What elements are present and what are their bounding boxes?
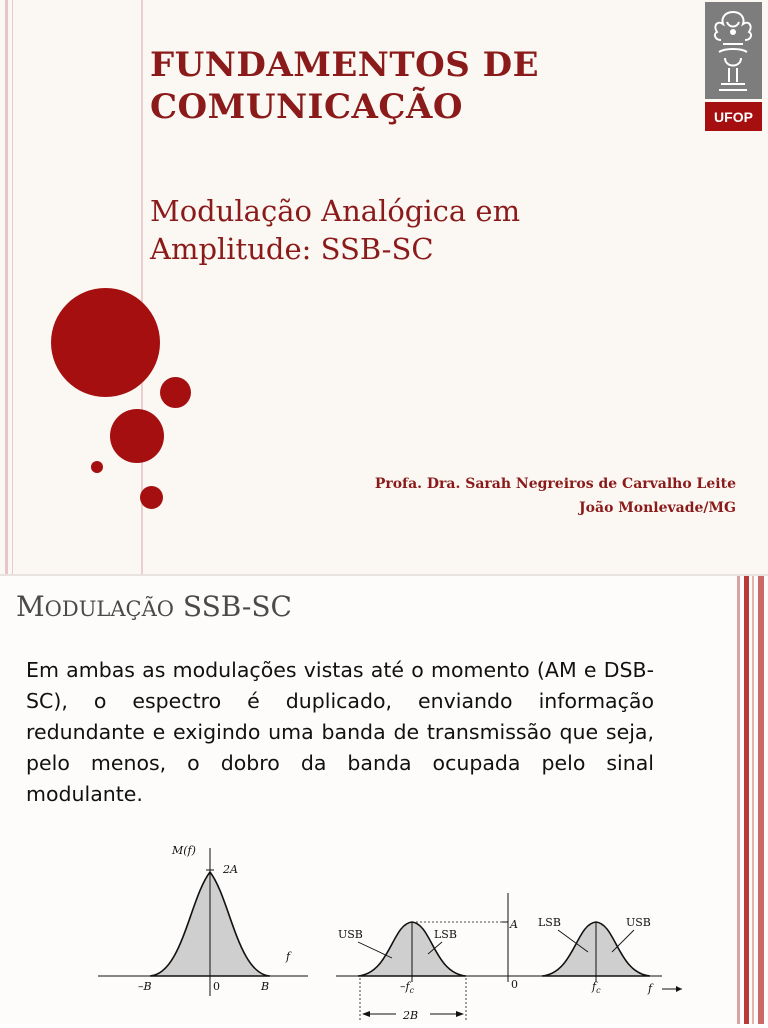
body-paragraph: Em ambas as modulações vistas até o momento (AM e DSB-SC), o espectro é duplicado, enviando informação redundante e exigindo uma banda de transmissão que seja, pelo menos, o dobro da banda ocupada pelo sinal modulante. [26,658,654,806]
decor-circle [110,409,164,463]
author-name: Profa. Dra. Sarah Negreiros de Carvalho Leite [374,476,736,492]
b-label: B [261,980,270,993]
neg-fc-text: –f [400,980,410,993]
lsb-right-label: LSB [538,916,561,929]
m-of-f-label: M(f) [172,844,196,857]
subtitle-line-1: Modulação Analógica em [150,194,521,228]
fc-text: f [592,980,597,993]
lsb-left-label: LSB [434,928,457,941]
neg-fc-label [400,980,415,995]
author-block [375,472,736,520]
decor-stripe [737,576,740,1024]
amplitude-a-label: A [510,918,518,931]
decor-line [12,0,13,574]
neg-fc-sub: c [409,986,415,995]
slide-subtitle [150,192,520,268]
title-tail: SSB-SC [173,590,292,623]
spectrum-diagram [90,838,690,1024]
title-smallcaps: ODULAÇÃO [44,597,174,621]
left-f-label: f [286,950,291,963]
author-location: João Monlevade/MG [579,500,736,516]
decor-stripe [752,576,754,1024]
decor-line [141,0,143,574]
subtitle-line-2: Amplitude: SSB-SC [150,232,434,266]
slide2-title [16,590,292,623]
zero-label: 0 [511,978,518,991]
neg-b-label: –B [138,980,152,993]
spectrum-figure [90,838,690,1024]
ufop-logo [705,2,762,131]
title-line-1: FUNDAMENTOS DE [150,45,540,85]
usb-left-label: USB [338,928,363,941]
usb-right-label: USB [626,916,651,929]
ufop-emblem-icon [705,2,762,131]
decor-circle [140,486,163,509]
f-axis-label: f [648,982,653,995]
title-initial: M [16,590,45,623]
decor-circle [160,377,191,408]
decor-line [5,0,8,574]
fc-label [591,980,601,995]
decor-circle [51,288,160,397]
left-zero-label: 0 [213,980,220,993]
decor-stripe [744,576,749,1024]
slide-title [150,44,539,128]
bandwidth-2b-label: 2B [403,1009,419,1022]
decor-stripe [758,576,764,1024]
title-line-2: COMUNICAÇÃO [150,87,463,127]
peak-2a-label: 2A [223,863,238,876]
logo-text: UFOP [714,109,753,125]
decor-circle [91,461,103,473]
fc-sub: c [596,986,601,995]
